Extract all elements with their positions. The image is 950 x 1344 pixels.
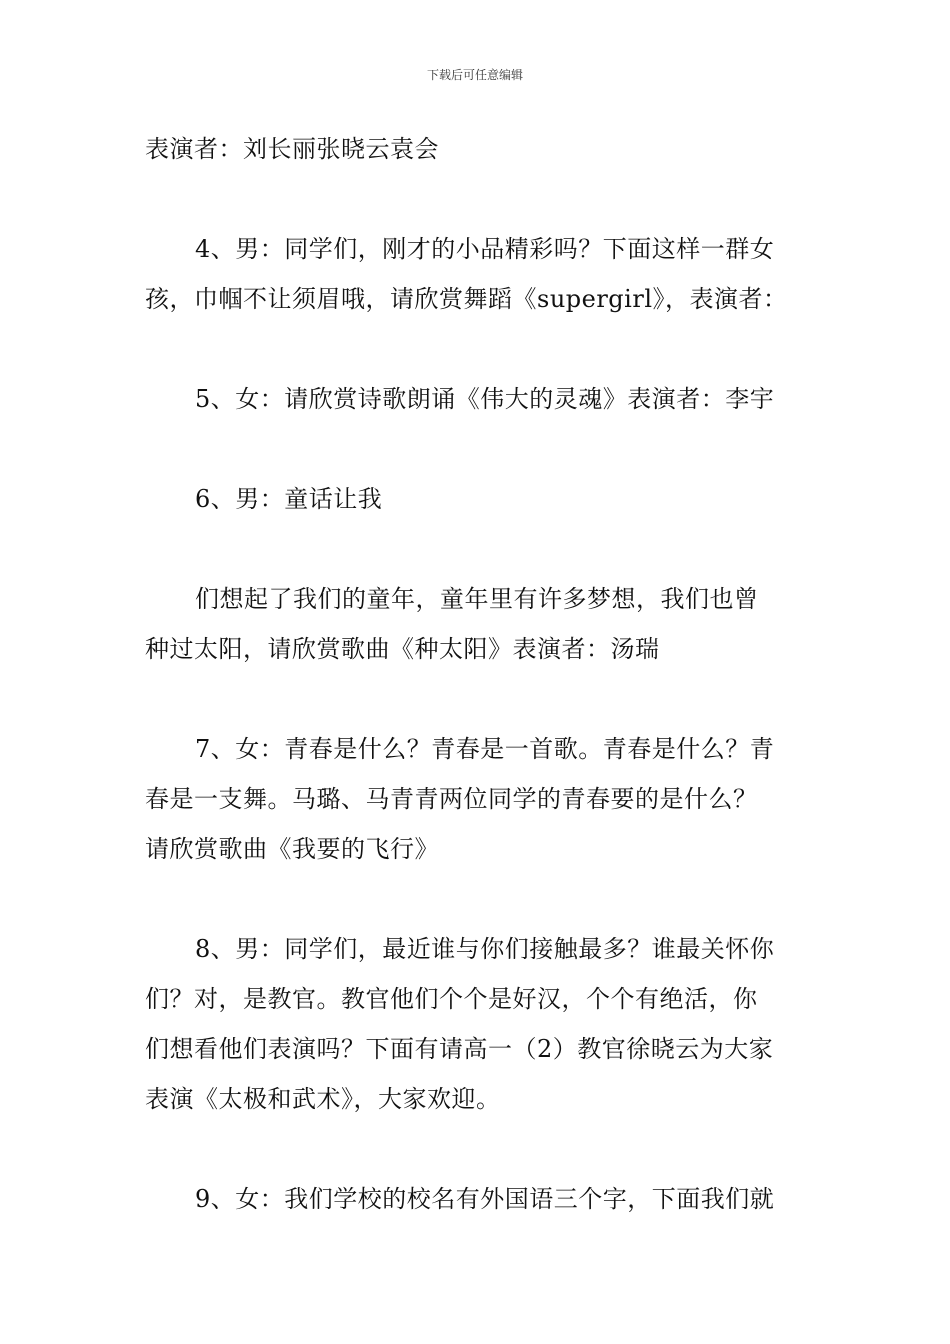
text-line: 孩，巾帼不让须眉哦，请欣赏舞蹈《supergirl》，表演者： bbox=[145, 285, 788, 313]
paragraph-item-6 bbox=[145, 474, 810, 524]
text-line: 7、女：青春是什么？青春是一首歌。青春是什么？青 bbox=[195, 735, 775, 763]
text-line: 们想起了我们的童年，童年里有许多梦想，我们也曾 bbox=[195, 585, 759, 613]
text-line: 5、女：请欣赏诗歌朗诵《伟大的灵魂》表演者：李宇 bbox=[195, 385, 775, 413]
text-line: 8、男：同学们，最近谁与你们接触最多？谁最关怀你 bbox=[195, 935, 775, 963]
paragraph-item-8 bbox=[145, 924, 810, 1124]
paragraph-item-6-continued bbox=[145, 574, 810, 674]
document-body bbox=[145, 124, 810, 1274]
text-line: 种过太阳，请欣赏歌曲《种太阳》表演者：汤瑞 bbox=[145, 635, 660, 663]
text-line: 6、男：童话让我 bbox=[195, 485, 383, 513]
paragraph-item-9 bbox=[145, 1174, 810, 1224]
text-line: 9、女：我们学校的校名有外国语三个字，下面我们就 bbox=[195, 1185, 775, 1213]
text-line: 们想看他们表演吗？下面有请高一（2）教官徐晓云为大家 bbox=[145, 1035, 774, 1063]
text-line: 表演《太极和武术》，大家欢迎。 bbox=[145, 1085, 501, 1113]
text-line: 请欣赏歌曲《我要的飞行》 bbox=[145, 835, 439, 863]
paragraph-performers bbox=[145, 124, 810, 174]
header-note: 下载后可任意编辑 bbox=[426, 68, 523, 82]
text-line: 春是一支舞。马璐、马青青两位同学的青春要的是什么？ bbox=[145, 785, 758, 813]
text-line: 4、男：同学们，刚才的小品精彩吗？下面这样一群女 bbox=[195, 235, 775, 263]
text-line: 们？对，是教官。教官他们个个是好汉，个个有绝活，你 bbox=[145, 985, 758, 1013]
paragraph-item-7 bbox=[145, 724, 810, 874]
text-line: 表演者：刘长丽张晓云袁会 bbox=[145, 135, 439, 163]
paragraph-item-4 bbox=[145, 224, 810, 324]
paragraph-item-5 bbox=[145, 374, 810, 424]
